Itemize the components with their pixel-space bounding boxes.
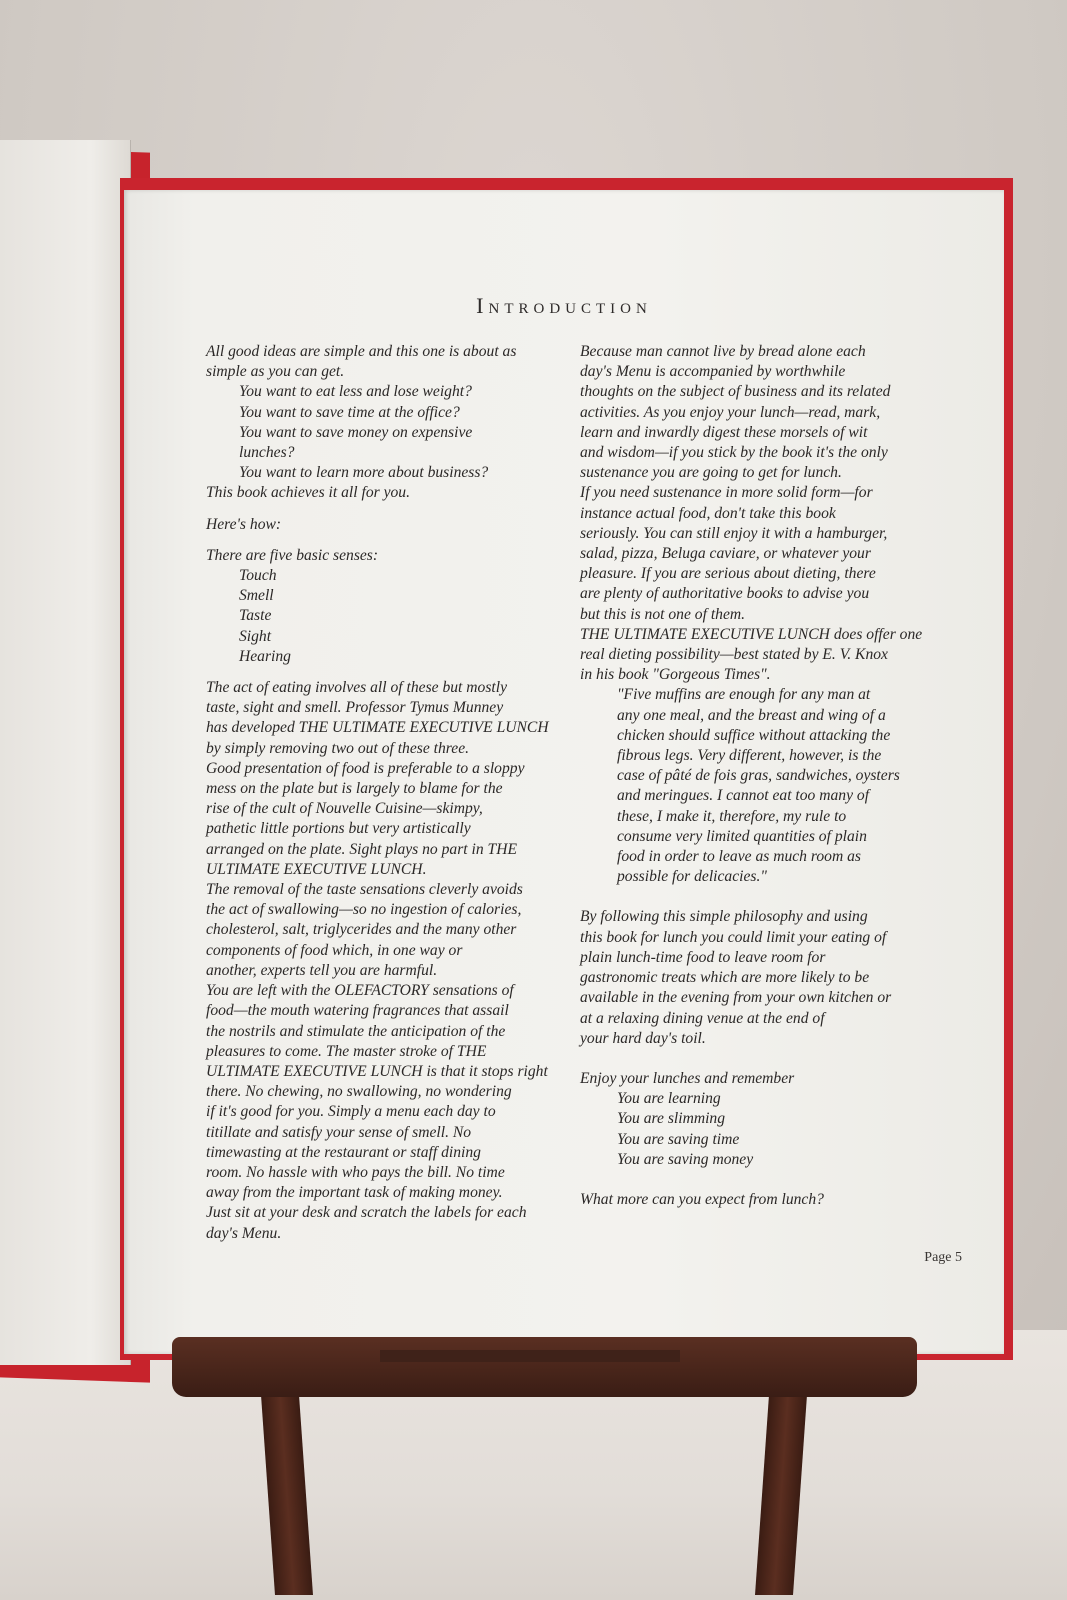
page-title: Introduction [476, 293, 652, 318]
text-line [206, 535, 546, 546]
text-line: fibrous legs. Very different, however, is the [617, 747, 882, 765]
text-line: has developed THE ULTIMATE EXECUTIVE LUNCH [206, 719, 549, 737]
text-line: learn and inwardly digest these morsels of wit [580, 423, 868, 441]
text-line: at a relaxing dining venue at the end of [580, 1009, 825, 1027]
text-line: taste, sight and smell. Professor Tymus Munney [206, 699, 504, 717]
text-line: pleasure. If you are serious about dieting, there [580, 565, 876, 583]
text-line: ULTIMATE EXECUTIVE LUNCH. [206, 860, 427, 878]
text-line: day's Menu. [206, 1224, 282, 1242]
text-line: Good presentation of food is preferable to a sloppy [206, 759, 525, 777]
text-line: salad, pizza, Beluga caviare, or whatever your [580, 545, 871, 563]
text-line: the act of swallowing—so no ingestion of calories, [206, 901, 522, 919]
text-line: but this is not one of them. [580, 605, 746, 623]
text-line: Because man cannot live by bread alone each [580, 343, 866, 360]
text-line: another, experts tell you are harmful. [206, 961, 438, 979]
text-line: What more can you expect from lunch? [580, 1190, 824, 1208]
text-line: by simply removing two out of these three. [206, 739, 470, 757]
text-line [206, 504, 546, 515]
text-line: You are slimming [617, 1110, 726, 1128]
text-line: if it's good for you. Simply a menu each day to [206, 1103, 496, 1121]
text-line: seriously. You can still enjoy it with a hamburger, [580, 524, 888, 542]
text-line: there. No chewing, no swallowing, no wondering [206, 1083, 512, 1101]
text-line: mess on the plate but is largely to blame for the [206, 780, 503, 798]
text-line: consume very limited quantities of plain [617, 827, 867, 845]
text-line: If you need sustenance in more solid form—for [580, 484, 873, 502]
text-line: are plenty of authoritative books to advise you [580, 585, 870, 603]
text-line: cholesterol, salt, triglycerides and the many other [206, 921, 517, 939]
text-line: Sight [239, 627, 272, 645]
text-line: in his book "Gorgeous Times". [580, 666, 771, 684]
text-line: You are saving money [617, 1150, 754, 1168]
easel-ledge [172, 1337, 917, 1397]
text-line: and meringues. I cannot eat too many of [617, 787, 870, 805]
text-line: this book for lunch you could limit your eating of [580, 928, 887, 946]
text-line: titillate and satisfy your sense of smell. No [206, 1123, 472, 1141]
text-line: You want to save time at the office? [239, 403, 460, 421]
text-line: Smell [239, 587, 274, 605]
text-line [206, 667, 546, 678]
text-line: All good ideas are simple and this one is about as [206, 343, 517, 360]
text-line: food—the mouth watering fragrances that assail [206, 1002, 509, 1020]
left-text-column [206, 342, 549, 1244]
text-line [580, 1049, 922, 1069]
text-line: food in order to leave as much room as [617, 848, 861, 866]
text-line: You want to eat less and lose weight? [239, 383, 472, 401]
text-line: the nostrils and stimulate the anticipation of the [206, 1022, 506, 1040]
text-line: simple as you can get. [206, 363, 345, 381]
right-text-column [580, 342, 922, 1210]
text-line: There are five basic senses: [206, 546, 379, 564]
text-line [580, 887, 922, 907]
text-line: possible for delicacies." [617, 868, 767, 886]
text-line: Enjoy your lunches and remember [580, 1069, 795, 1087]
text-line: Just sit at your desk and scratch the labels for each [206, 1204, 527, 1222]
text-line: Hearing [239, 647, 291, 665]
text-line [580, 1170, 922, 1190]
easel-plate [380, 1350, 680, 1362]
text-line: You are left with the OLEFACTORY sensations of [206, 982, 514, 1000]
text-line: ULTIMATE EXECUTIVE LUNCH is that it stops right [206, 1062, 548, 1080]
text-line: You want to save money on expensive [239, 423, 473, 441]
text-line: case of pâté de fois gras, sandwiches, oysters [617, 767, 900, 785]
text-line: plain lunch-time food to leave room for [580, 948, 826, 966]
text-line: gastronomic treats which are more likely to be [580, 969, 870, 987]
text-line: available in the evening from your own kitchen or [580, 989, 892, 1007]
text-line: Touch [239, 567, 277, 585]
text-line: your hard day's toil. [580, 1029, 706, 1047]
text-line: activities. As you enjoy your lunch—read, mark, [580, 403, 881, 421]
text-line: THE ULTIMATE EXECUTIVE LUNCH does offer one [580, 625, 923, 643]
left-blank-page [0, 140, 131, 1365]
text-line: away from the important task of making money. [206, 1184, 503, 1202]
text-line: lunches? [239, 444, 295, 462]
text-line: Here's how: [206, 515, 282, 533]
text-line: arranged on the plate. Sight plays no part in THE [206, 840, 517, 858]
page-number: Page 5 [924, 1250, 962, 1265]
text-line: The act of eating involves all of these but mostly [206, 679, 507, 697]
text-line: and wisdom—if you stick by the book it's the only [580, 444, 888, 462]
text-line: You are learning [617, 1090, 721, 1108]
text-line: day's Menu is accompanied by worthwhile [580, 363, 846, 381]
text-line: pathetic little portions but very artistically [206, 820, 471, 838]
text-line: these, I make it, therefore, my rule to [617, 807, 847, 825]
text-line: By following this simple philosophy and using [580, 908, 868, 926]
text-line: Taste [239, 607, 272, 625]
text-line: room. No hassle with who pays the bill. No time [206, 1163, 505, 1181]
text-line: instance actual food, don't take this book [580, 504, 836, 522]
text-line: The removal of the taste sensations cleverly avoids [206, 881, 523, 899]
text-line: You want to learn more about business? [239, 464, 489, 482]
text-line: timewasting at the restaurant or staff dining [206, 1143, 481, 1161]
text-line: any one meal, and the breast and wing of a [617, 706, 886, 724]
text-line: thoughts on the subject of business and its related [580, 383, 891, 401]
text-line: rise of the cult of Nouvelle Cuisine—skimpy, [206, 800, 483, 818]
text-line: chicken should suffice without attacking the [617, 726, 891, 744]
text-line: pleasures to come. The master stroke of THE [206, 1042, 487, 1060]
text-line: "Five muffins are enough for any man at [617, 686, 871, 704]
text-line: This book achieves it all for you. [206, 484, 410, 502]
text-line: sustenance you are going to get for lunch. [580, 464, 842, 482]
text-line: real dieting possibility—best stated by E. V. Knox [580, 646, 888, 664]
text-line: You are saving time [617, 1130, 740, 1148]
text-line: components of food which, in one way or [206, 941, 463, 959]
book-page [124, 190, 1004, 1354]
